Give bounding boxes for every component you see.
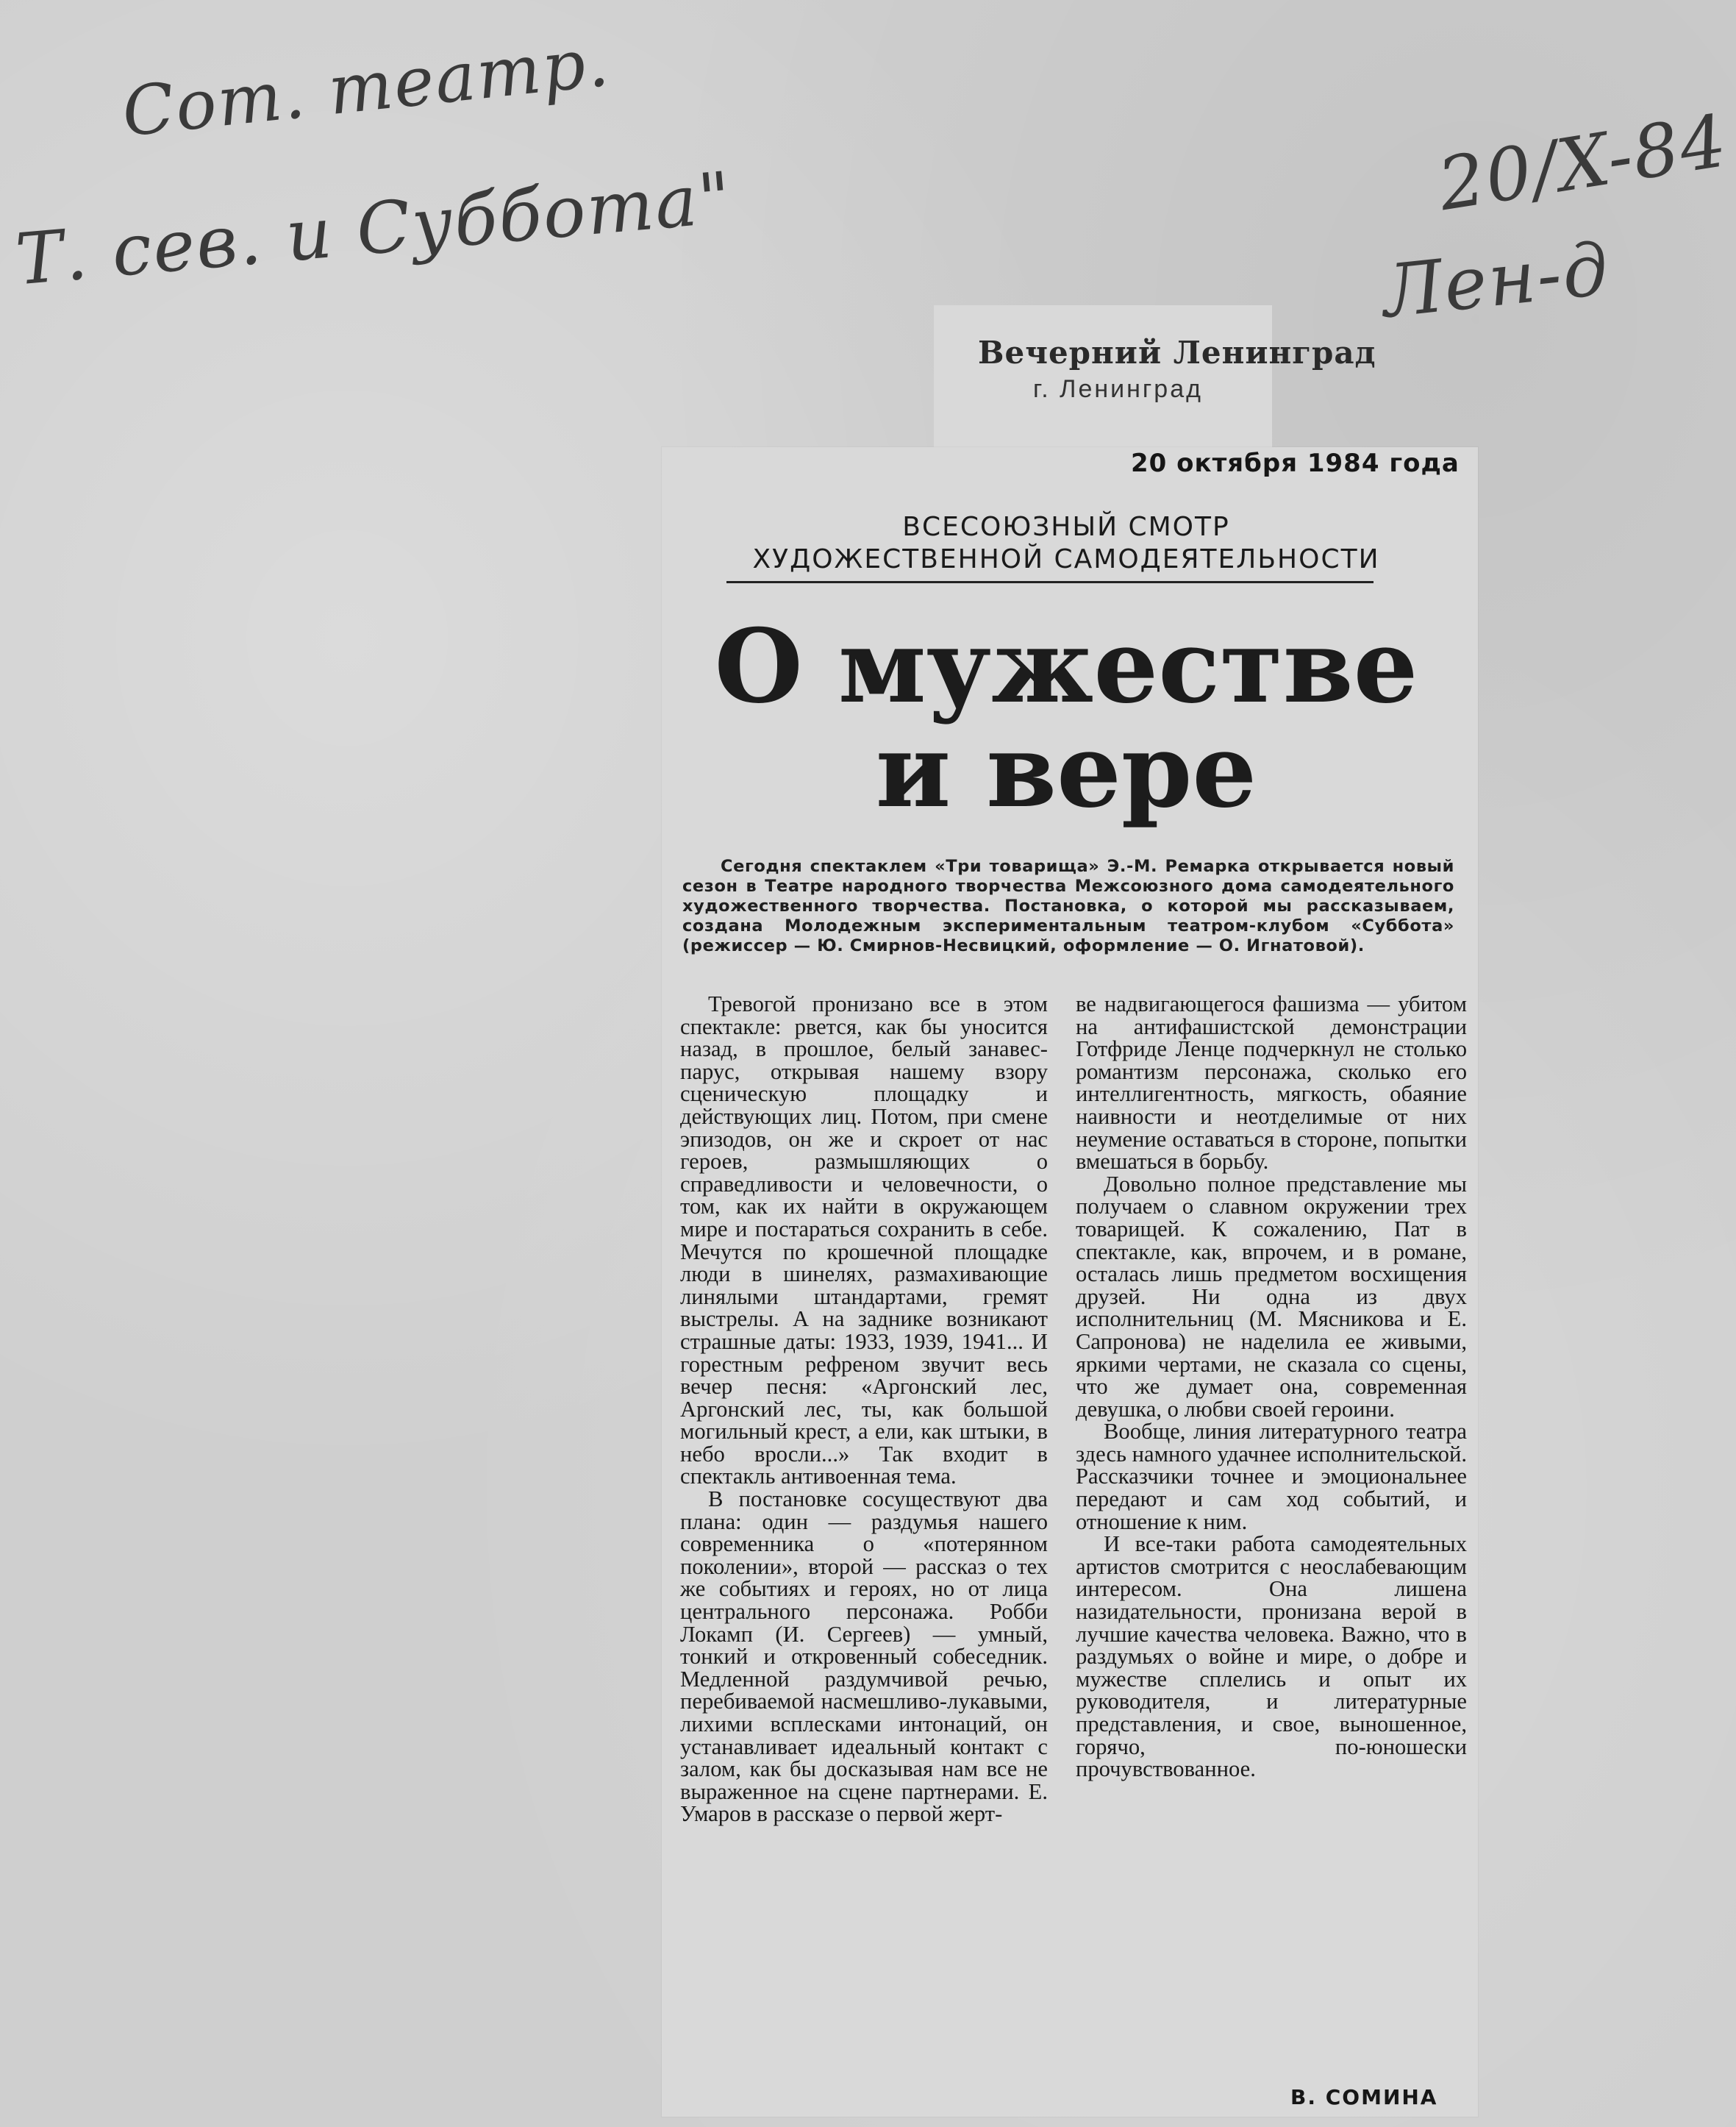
- rubric-underline: [726, 581, 1374, 583]
- article-rubric: [680, 511, 1452, 576]
- handwritten-note-source: Сот. театр.: [118, 22, 614, 152]
- rubric-line-1: ВСЕСОЮЗНЫЙ СМОТР: [902, 512, 1230, 542]
- paragraph: Довольно полное представление мы получаем о славном окружении трех товарищей. К сожалению, Пат в спектакле, как, впрочем, и в романе, осталась лишь предметом восхищения друзей. Ни одна из двух исполнительниц (М. Мясникова и Е. Сапронова) не наделила ее живыми, яркими чертами, не сказала со сцены, что же думает она, современная девушка, о любви своей героини.: [1076, 1171, 1467, 1422]
- article-column-right: [1076, 993, 1467, 1781]
- headline-line-1: О мужестве: [714, 606, 1418, 726]
- paragraph: И все-таки работа самодеятельных артистов смотрится с неослабевающим интересом. Она лишена назидательности, пронизана верой в лучшие качества человека. Важно, что в раздумьях о войне и мире, о добре и мужестве сплелись и опыт их руководителя, и литературные представления, и свое, выношенное, горячо, по-юношески прочувствованное.: [1076, 1531, 1467, 1782]
- handwritten-note-date: 20/X-84: [1432, 99, 1734, 228]
- article-lead: Сегодня спектаклем «Три товарища» Э.-М. Ремарка открывается новый сезон в Театре народного творчества Межсоюзного дома самодеятельного художественного творчества. Постановка, о которой мы рассказываем, создана Молодежным экспериментальным театром-клубом «Суббота» (режиссер — Ю. Смирнов-Несвицкий, оформление — О. Игнатовой).: [682, 857, 1454, 955]
- issue-date: 20 октября 1984 года: [1131, 449, 1460, 478]
- article-column-left: [680, 993, 1048, 1825]
- headline-line-2: и вере: [875, 710, 1257, 830]
- paragraph: Тревогой пронизано все в этом спектакле: рвется, как бы уносится назад, в прошлое, белый занавес-парус, открывая нашему взору сценическую площадку и действующих лиц. Потом, при смене эпизодов, он же и скроет от нас героев, размышляющих о справедливости и человечности, о том, как их найти в окружающем мире и постараться сохранить в себе. Мечутся по крошечной площадке люди в шинелях, размахивающие линялыми штандартами, гремят выстрелы. А на заднике возникают страшные даты: 1933, 1939, 1941... И горестным рефреном звучит весь вечер песня: «Аргонский лес, Аргонский лес, ты, как большой могильный крест, а ели, как штыки, в небо вросли...» Так входит в спектакль антивоенная тема.: [680, 991, 1048, 1489]
- handwritten-note-city: Лен-д: [1378, 227, 1614, 335]
- paragraph: В постановке сосуществуют два плана: один — раздумья нашего современника о «потерянном поколении», второй — рассказ о тех же событиях и героях, но от лица центрального персонажа. Робби Локамп (И. Сергеев) — умный, тонкий и откровенный собеседник. Медленной раздумчивой речью, перебиваемой насмешливо-лукавыми, лихими всплесками интонаций, он устанавливает идеальный контакт с залом, как бы досказывая нам все не выраженное на сцене партнерами. Е. Умаров в рассказе о первой жерт-: [680, 1486, 1048, 1827]
- newspaper-city: г. Ленинград: [1033, 375, 1203, 403]
- paragraph-continued: ве надвигающегося фашизма — убитом на антифашистской демонстрации Готфриде Ленце подчеркнул не столько романтизм персонажа, сколько его интеллигентность, мягкость, обаяние наивности и неотделимые от них неумение оставаться в стороне, попытки вмешаться в борьбу.: [1076, 991, 1467, 1175]
- rubric-line-2: ХУДОЖЕСТВЕННОЙ САМОДЕЯТЕЛЬНОСТИ: [752, 544, 1380, 574]
- handwritten-note-theatre: Т. сев. и Суббота": [12, 156, 736, 302]
- paragraph: Вообще, линия литературного театра здесь намного удачнее исполнительской. Рассказчики точнее и эмоциональнее передают и сам ход событий, и отношение к ним.: [1076, 1419, 1467, 1534]
- article-headline: [680, 606, 1452, 830]
- article-author: В. СОМИНА: [1290, 2085, 1438, 2109]
- newspaper-masthead: Вечерний Ленинград: [978, 335, 1376, 371]
